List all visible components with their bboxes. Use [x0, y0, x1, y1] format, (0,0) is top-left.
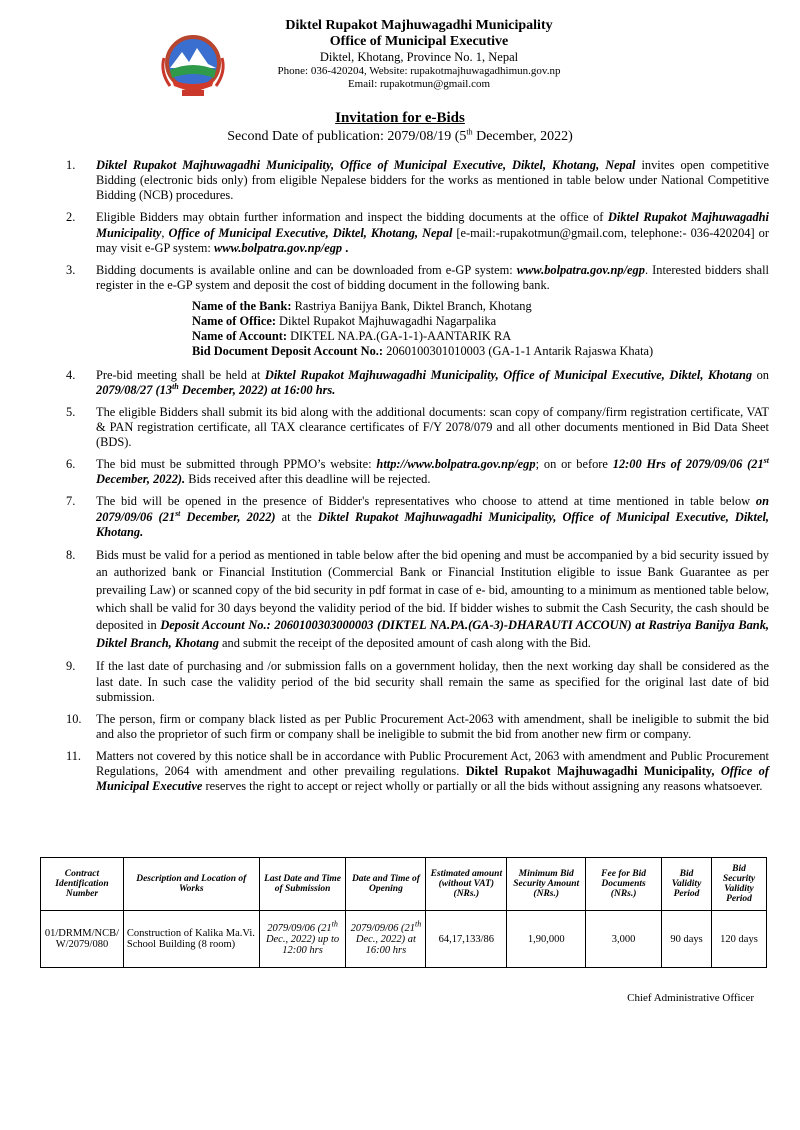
list-item: 1. Diktel Rupakot Majhuwagadhi Municipality, Office of Municipal Executive, Diktel, Khotang, Nepal invites open competitive Bidding (electronic bids only) from eligible Nepalese bidders for the works as mentioned in table below under National Competitive Bidding (NCB) procedures.	[66, 158, 769, 203]
contract-id-cell: 01/DRMM/NCB/W/2079/080	[41, 911, 124, 968]
bid-validity-cell: 90 days	[662, 911, 712, 968]
notice-title: Invitation for e-Bids	[335, 110, 465, 126]
municipality-name: Diktel Rupakot Majhuwagadhi Municipality	[285, 18, 553, 33]
list-item: 8. Bids must be valid for a period as mentioned in table below after the bid opening and must be accompanied by a bid security issued by an authorized bank or Financial Institution (Commercial Bank or Financial Institution eligible to issue Bank Guarantee as per prevailing Law) or scanned copy of the bid security in pdf format in case of e- bid, amounting to a minimum as mentioned table below, which shall be valid for 30 days beyond the validity period of the bid. If bidder wishes to submit the Cash Security, the cash should be deposited in Deposit Account No.: 2060100303000003 (DIKTEL NA.PA.(GA-3)-DHARAUTI ACCOUN) at Rastriya Banijya Bank, Diktel Branch, Khotang and submit the receipt of the deposited amount of cash along with the Bid.	[66, 547, 769, 650]
list-item: 5. The eligible Bidders shall submit its bid along with the additional documents: scan copy of company/firm registration certificate, VAT & PAN registration certificate, all TAX clearance certificates of F/Y 2078/079 and all other documents mentioned in Bid Data Sheet (BDS).	[66, 404, 769, 449]
egp-link: http://www.bolpatra.gov.np/egp	[376, 457, 536, 472]
bid-security-cell: 1,90,000	[507, 911, 586, 968]
email: Email: rupakotmun@gmail.com	[347, 77, 491, 90]
table-row	[41, 911, 767, 968]
estimated-amount-cell: 64,17,133/86	[426, 911, 507, 968]
list-item: 4. Pre-bid meeting shall be held at Diktel Rupakot Majhuwagadhi Municipality, Office of Municipal Executive, Diktel, Khotang on 2079/08/27 (13th December, 2022) at 16:00 hrs.	[66, 367, 769, 397]
publication-date: Second Date of publication: 2079/08/19 (5th December, 2022)	[227, 127, 573, 144]
egp-link: www.bolpatra.gov.np/egp	[213, 240, 343, 255]
col-header: Bid Security Validity Period	[711, 858, 766, 911]
col-header: Estimated amount (without VAT) (NRs.)	[426, 858, 507, 911]
list-item: 11. Matters not covered by this notice shall be in accordance with Public Procurement Act, 2063 with amendment and Public Procurement Regulations, 2064 with amendment and other prevailing regulations. Diktel Rupakot Majhuwagadhi Municipality, Office of Municipal Executive reserves the right to accept or reject wholly or partially or all the bids without assigning any reasons whatsoever.	[66, 749, 769, 794]
nepal-emblem-icon	[158, 30, 228, 100]
list-item: 9. If the last date of purchasing and /or submission falls on a government holiday, then the next working day shall be considered as the last date. In such case the validity period of the bid security shall remain the same as specified for the original last date of bid submission.	[66, 659, 769, 704]
opening-date-cell: 2079/09/06 (21th Dec., 2022) at 16:00 hrs	[346, 911, 426, 968]
col-header: Bid Validity Period	[662, 858, 712, 911]
bids-table	[40, 857, 767, 968]
list-item: 10. The person, firm or company black listed as per Public Procurement Act-2063 with amendment, shall be ineligible to submit the bid and also the proprietor of such firm or company shall be ineligible to submit the bid from another new firm or company.	[66, 711, 769, 741]
list-item: 3. Bidding documents is available online and can be downloaded from e-GP system: www.bolpatra.gov.np/egp. Interested bidders shall register in the e-GP system and deposit the cost of bidding document in the following bank. Name of the Bank: Rastriya Banijya Bank, Diktel Branch, Khotang Name of Office: Diktel Rupakot Majhuwagadhi Nagarpalika Name of Account: DIKTEL NA.PA.(GA-1-1)-AANTARIK RA Bid Document Deposit Account No.: 2060100301010003 (GA-1-1 Antarik Rajaswa Khata)	[66, 262, 770, 358]
phone-website: Phone: 036-420204, Website: rupakotmajhuwagadhimun.gov.np	[277, 64, 561, 77]
list-item: 2. Eligible Bidders may obtain further information and inspect the bidding documents at the office of Diktel Rupakot Majhuwagadhi Municipality, Office of Municipal Executive, Diktel, Khotang, Nepal [e-mail:-rupakotmun@gmail.com, telephone:- 036-420204] or may visit e-GP system: www.bolpatra.gov.np/egp .	[66, 210, 769, 255]
description-cell: Construction of Kalika Ma.Vi. School Building (8 room)	[123, 911, 259, 968]
bank-details: Name of the Bank: Rastriya Banijya Bank, Diktel Branch, Khotang Name of Office: Diktel Rupakot Majhuwagadhi Nagarpalika Name of Account: DIKTEL NA.PA.(GA-1-1)-AANTARIK RA Bid Document Deposit Account No.: 2060100301010003 (GA-1-1 Antarik Rajaswa Khata)	[192, 299, 654, 358]
col-header: Contract Identification Number	[41, 858, 124, 911]
list-item: 6. The bid must be submitted through PPMO’s website: http://www.bolpatra.gov.np/egp; on or before 12:00 Hrs of 2079/09/06 (21st December, 2022). Bids received after this deadline will be rejected.	[66, 456, 769, 487]
notice-items	[60, 158, 769, 801]
letterhead	[0, 18, 800, 100]
office-name: Office of Municipal Executive	[329, 34, 509, 50]
list-item: 7. The bid will be opened in the presence of Bidder's representatives who choose to attend at time mentioned in table below on 2079/09/06 (21st December, 2022) at the Diktel Rupakot Majhuwagadhi Municipality, Office of Municipal Executive, Diktel, Khotang.	[66, 494, 769, 539]
submission-date-cell: 2079/09/06 (21th Dec., 2022) up to 12:00 hrs	[259, 911, 346, 968]
document-fee-cell: 3,000	[586, 911, 662, 968]
security-validity-cell: 120 days	[711, 911, 766, 968]
table-header-row	[41, 858, 767, 911]
col-header: Date and Time of Opening	[346, 858, 426, 911]
col-header: Description and Location of Works	[123, 858, 259, 911]
address: Diktel, Khotang, Province No. 1, Nepal	[319, 50, 519, 65]
col-header: Minimum Bid Security Amount (NRs.)	[507, 858, 586, 911]
col-header: Fee for Bid Documents (NRs.)	[586, 858, 662, 911]
egp-link: www.bolpatra.gov.np/egp	[516, 262, 645, 277]
signatory: Chief Administrative Officer	[627, 992, 754, 1004]
col-header: Last Date and Time of Submission	[259, 858, 346, 911]
